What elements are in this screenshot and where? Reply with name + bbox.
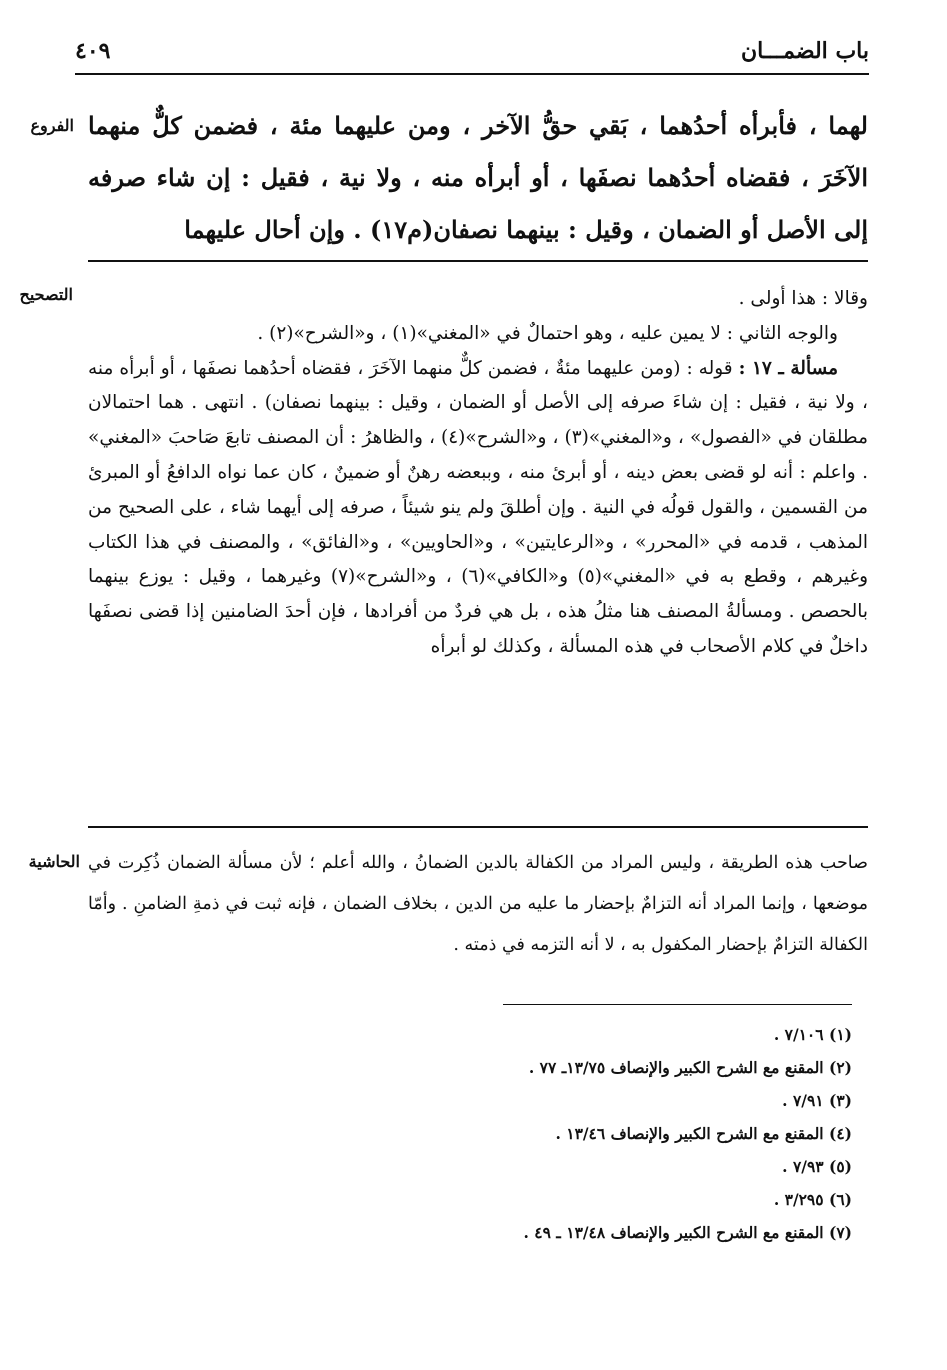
side-label-hashiya: الحاشية <box>28 852 80 871</box>
footnote-rule <box>503 1004 852 1005</box>
footnote-item: (٧) المقنع مع الشرح الكبير والإنصاف ١٣/٤٨ ـ ٤٩ . <box>523 1223 852 1242</box>
masala-heading: مسألة ـ ١٧ : <box>738 357 838 379</box>
furu-text: لهما ، فأبرأه أحدُهما ، بَقي حقُّ الآخر ، ومن عليهما مئة ، فضمن كلٌّ منهما الآخَرَ ، فقضاه أحدُهما نصفَها ، أو أبرأه منه ، ولا نية ، فقيل : إن شاء صرفه إلى الأصل أو الضمان ، وقيل : بينهما نصفان(م١٧) . وإن أحال عليهما <box>88 111 868 244</box>
footnote-item: (١) ٧/١٠٦ . <box>773 1025 852 1044</box>
chapter-title: باب الضمـــان <box>740 38 869 64</box>
footnote-item: (٥) ٧/٩٣ . <box>782 1157 852 1176</box>
masala-body: قوله : (ومن عليهما مئةٌ ، فضمن كلٌّ منهما الآخَرَ ، فقضاه أحدُهما نصفَها ، أو أبرأه منه ، ولا نية ، فقيل : إن شاءَ صرفه إلى الأصل أو الضمان ، وقيل : بينهما نصفان) . انتهى . هما احتمالان مطلقان في «الفصول» ، و«المغني»(٣) ، و«الشرح»(٤) ، والظاهرُ : أن المصنف تابعَ صَاحبَ «المغني» . واعلم : أنه لو قضى بعض دينه ، أو أبرئ منه ، وببعضه رهنٌ أو ضمينٌ ، كان عما نواه الدافعُ أو المبرئ من القسمين ، والقول قولُه في النية . وإن أطلقَ ولم ينو شيئاً ، صرفه إلى أيهما شاء ، على الصحيح من المذهب ، قدمه في «المحرر» ، و«الرعايتين» ، و«الحاويين» ، و«الفائق» ، والمصنف في هذا الكتاب وغيرهم ، وقطع به في «المغني»(٥) و«الكافي»(٦) ، و«الشرح»(٧) وغيرهما ، وقيل : يوزع بينهما بالحصص . ومسألةُ المصنف هنا مثلُ هذه ، بل هي فردٌ من أفرادها ، فإن أحدَ الضامنين إذا قضى نصفَها داخلٌ في كلام الأصحاب في هذه المسألة ، وكذلك لو أبرأه <box>88 357 869 657</box>
tashih-section <box>88 282 868 665</box>
hashiya-text: صاحب هذه الطريقة ، وليس المراد من الكفالة بالدين الضمانُ ، والله أعلم ؛ لأن مسألة الضمان ذُكِرت في موضعها ، وإنما المراد أنه التزامٌ بإحضار ما عليه من الدين ، بخلاف الضمان ، فإنه ثبت في ذمةِ الضامنِ . وأمّا الكفالة التزامٌ بإحضار المكفول به ، لا أنه التزمه في ذمته . <box>88 853 868 955</box>
tashih-paragraph-3 <box>88 352 868 665</box>
footnote-item: (٤) المقنع مع الشرح الكبير والإنصاف ١٣/٤٦ . <box>555 1124 852 1143</box>
footnote-item: (٣) ٧/٩١ . <box>782 1091 852 1110</box>
hashiya-section <box>88 843 868 966</box>
page-header <box>75 34 869 74</box>
section-rule-1 <box>88 260 868 262</box>
header-rule <box>75 73 869 75</box>
tashih-paragraph-2: والوجه الثاني : لا يمين عليه ، وهو احتمالٌ في «المغني»(١) ، و«الشرح»(٢) . <box>257 322 838 344</box>
footnote-item: (٦) ٣/٢٩٥ . <box>773 1190 852 1209</box>
side-label-tashih: التصحيح <box>19 285 73 304</box>
page-number: ٤٠٩ <box>75 38 111 64</box>
furu-section <box>88 100 868 256</box>
side-label-furu: الفروع <box>30 116 74 135</box>
section-rule-2 <box>88 826 868 828</box>
footnotes <box>523 1018 852 1249</box>
tashih-paragraph-1: وقالا : هذا أولى . <box>738 288 868 309</box>
footnote-item: (٢) المقنع مع الشرح الكبير والإنصاف ١٣/٧٥ـ ٧٧ . <box>528 1058 852 1077</box>
